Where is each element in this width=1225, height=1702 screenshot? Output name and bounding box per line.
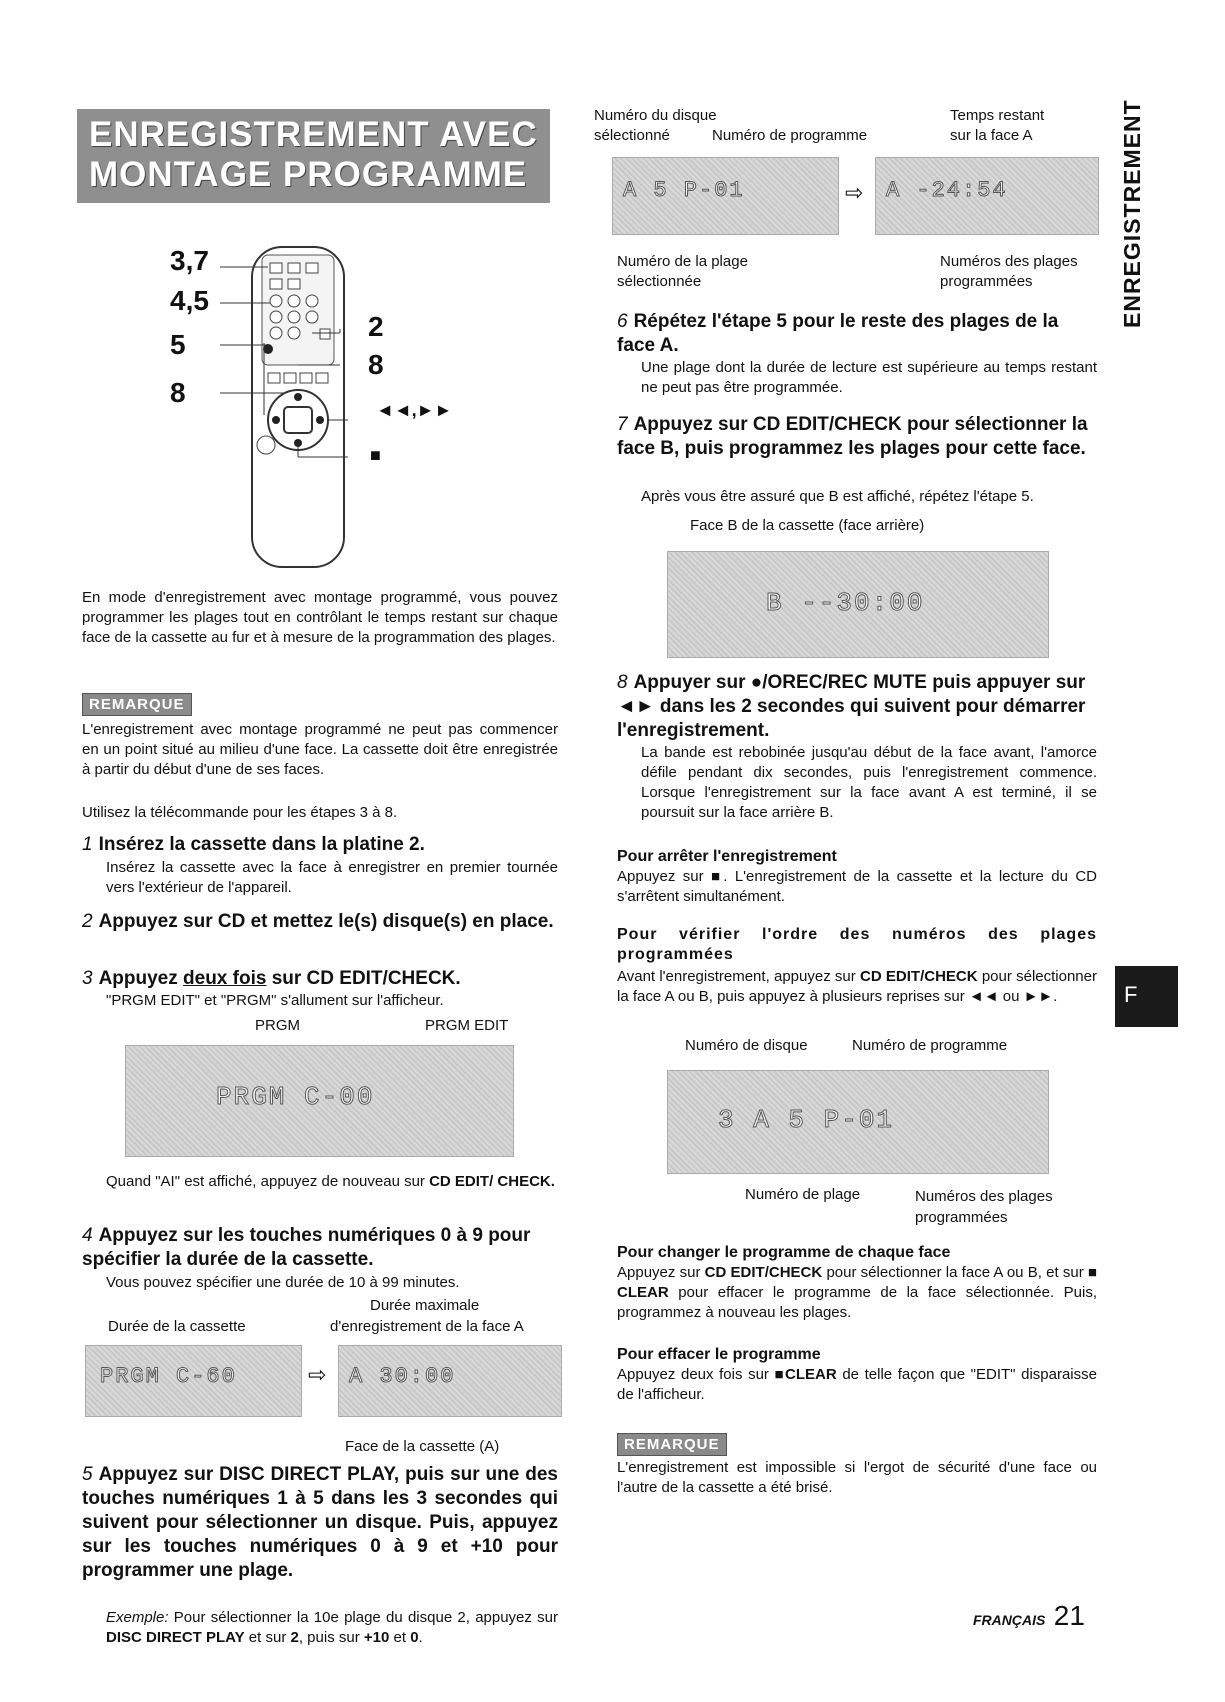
- footer-page-number: 21: [1053, 1600, 1085, 1631]
- step-3-note-a: Quand "AI" est affiché, appuyez de nouveau sur: [106, 1173, 430, 1190]
- step-7-label: Face B de la cassette (face arrière): [690, 517, 925, 534]
- stop-title: Pour arrêter l'enregistrement: [617, 848, 837, 865]
- step-4-label-max-2: d'enregistrement de la face A: [330, 1318, 524, 1335]
- fig-top-label-nums-1: Numéros des plages: [940, 253, 1078, 270]
- step-3-title: [82, 967, 558, 991]
- change-body-d: ■ CLEAR: [617, 1264, 1097, 1301]
- erase-body-a: Appuyez deux fois sur: [617, 1366, 775, 1383]
- remote-label-3-7: 3,7: [170, 245, 209, 276]
- step-8-title: [617, 671, 1097, 743]
- fig-top-label-temps-2: sur la face A: [950, 127, 1033, 144]
- fig-top-lcd-2-text: A -24:54: [886, 178, 1008, 203]
- verify-title: Pour vérifier l'ordre des numéros des plages programmées: [617, 926, 1097, 963]
- step-4-lcd-1: [85, 1345, 302, 1417]
- verify-body: [617, 967, 1097, 1007]
- step-6-body: Une plage dont la durée de lecture est supérieure au temps restant ne peut pas être programmée.: [641, 359, 1097, 396]
- verify-label-nums-1: Numéros des plages: [915, 1188, 1053, 1205]
- step-3-lcd-text: PRGM C-00: [216, 1082, 375, 1112]
- fig-top-label-disque-1: Numéro du disque: [594, 107, 717, 124]
- step-5-example-g: et: [389, 1629, 411, 1646]
- step-3-title-a: Appuyez: [98, 968, 184, 989]
- step-3-title-underline: deux fois: [183, 968, 267, 989]
- remarque-text-2: L'enregistrement est impossible si l'ergot de sécurité d'une face ou l'autre de la cassette a été brisé.: [617, 1459, 1097, 1496]
- fig-top-label-nums-2: programmées: [940, 273, 1033, 290]
- page-title: [77, 109, 550, 203]
- title-line-2: MONTAGE PROGRAMME: [89, 155, 528, 194]
- verify-body-a: Avant l'enregistrement, appuyez sur: [617, 968, 861, 985]
- erase-body: [617, 1365, 1097, 1405]
- step-3-number: 3: [82, 968, 93, 989]
- step-3-label-prgm: PRGM: [255, 1017, 300, 1034]
- step-5-example-f: +10: [363, 1629, 390, 1646]
- step-1-title-text: Insérez la cassette dans la platine 2.: [98, 834, 425, 855]
- step-4-lcd-2-text: A 30:00: [349, 1364, 456, 1389]
- step-3-title-b: sur CD EDIT/CHECK.: [266, 968, 461, 989]
- remote-illustration: [170, 245, 453, 575]
- remarque-badge-2: REMARQUE: [617, 1433, 727, 1456]
- footer-language: FRANÇAIS: [973, 1612, 1046, 1628]
- section-side-tab: [1115, 99, 1145, 333]
- step-5-example-label: Exemple:: [106, 1609, 169, 1626]
- step-7-title: [617, 413, 1097, 461]
- step-7-number: 7: [617, 414, 628, 435]
- step-3-body: "PRGM EDIT" et "PRGM" s'allument sur l'afficheur.: [106, 992, 444, 1009]
- step-1-number: 1: [82, 834, 93, 855]
- step-7-lcd-text: B --30:00: [766, 588, 925, 618]
- language-tab: [1115, 966, 1178, 1027]
- step-4-body: Vous pouvez spécifier une durée de 10 à 99 minutes.: [106, 1274, 460, 1291]
- use-remote-note: Utilisez la télécommande pour les étapes 3 à 8.: [82, 804, 398, 821]
- step-6-number: 6: [617, 311, 628, 332]
- step-8-number: 8: [617, 672, 628, 693]
- step-2-number: 2: [82, 911, 93, 932]
- step-5-example-a: Pour sélectionner la 10e plage du disque 2, appuyez sur: [168, 1609, 558, 1626]
- arrow-right-icon: ⇨: [845, 180, 864, 205]
- change-body-c: pour sélectionner la face A ou B, et sur: [822, 1264, 1088, 1281]
- step-2-title-text: Appuyez sur CD et mettez le(s) disque(s) en place.: [98, 911, 554, 932]
- fig-top-label-programme: Numéro de programme: [712, 127, 868, 144]
- footer: [973, 1600, 1085, 1632]
- step-4-label-max-1: Durée maximale: [370, 1297, 480, 1314]
- verify-lcd-display: [667, 1070, 1049, 1174]
- fig-top-label-disque-2: sélectionné: [594, 127, 670, 144]
- step-5-example-i: .: [418, 1629, 423, 1646]
- step-5-example-e: , puis sur: [298, 1629, 364, 1646]
- stop-body: Appuyez sur ■. L'enregistrement de la cassette et la lecture du CD s'arrêtent simultanément.: [617, 868, 1097, 905]
- erase-body-c: de telle façon que "EDIT" disparaisse de l'afficheur.: [617, 1366, 1097, 1403]
- step-6-title-text: Répétez l'étape 5 pour le reste des plages de la face A.: [617, 311, 1059, 356]
- step-5-example-b: DISC DIRECT PLAY: [106, 1629, 245, 1646]
- step-4-lcd-1-text: PRGM C-60: [100, 1364, 237, 1389]
- step-7-title-text: Appuyez sur CD EDIT/CHECK pour sélectionner la face B, puis programmez les plages pour cette face.: [617, 414, 1088, 459]
- step-4-label-face: Face de la cassette (A): [345, 1438, 500, 1455]
- step-4-lcd-2: [338, 1345, 562, 1417]
- step-3-note-b: CD EDIT/ CHECK.: [429, 1173, 555, 1190]
- remote-label-8-right: 8: [368, 349, 384, 380]
- step-4-title: [82, 1224, 558, 1272]
- step-2-title: [82, 910, 558, 934]
- step-4-number: 4: [82, 1225, 93, 1246]
- title-line-1: ENREGISTREMENT AVEC: [89, 115, 538, 154]
- language-tab-label: F: [1124, 982, 1138, 1007]
- remote-label-8-left: 8: [170, 377, 186, 408]
- change-body: [617, 1263, 1097, 1323]
- intro-paragraph: En mode d'enregistrement avec montage programmé, vous pouvez programmer les plages tout en contrôlant le temps restant sur chaque face de la cassette au fur et à mesure de la programmation des plages.: [82, 589, 558, 646]
- fig-top-lcd-1-text: A 5 P-01: [623, 178, 745, 203]
- step-5-example: [106, 1608, 558, 1648]
- fig-top-lcd-1: [612, 157, 839, 235]
- change-body-b: CD EDIT/CHECK: [704, 1264, 823, 1281]
- step-5-number: 5: [82, 1464, 93, 1485]
- verify-label-nums-2: programmées: [915, 1209, 1008, 1226]
- remote-label-2: 2: [368, 311, 384, 342]
- step-5-title-text: Appuyez sur DISC DIRECT PLAY, puis sur une des touches numériques 1 à 5 dans les 3 secondes qui suivent pour sélectionner un disque. Puis, appuyez sur les touches numériques 0 à 9 et +10 pour programmer une plage.: [82, 1464, 558, 1581]
- fig-top-label-plage-1: Numéro de la plage: [617, 253, 748, 270]
- step-5-example-c: et sur: [244, 1629, 291, 1646]
- remote-label-5: 5: [170, 329, 186, 360]
- verify-body-c: pour sélectionner la face A ou B, puis appuyez à plusieurs reprises sur ◄◄ ou ►►.: [617, 968, 1097, 1005]
- step-6-title: [617, 310, 1097, 358]
- step-3-label-prgm-edit: PRGM EDIT: [425, 1017, 509, 1034]
- step-7-lcd-display: [667, 551, 1049, 658]
- remarque-text-1: L'enregistrement avec montage programmé ne peut pas commencer en un point situé au milieu d'une face. La cassette doit être enregistrée à partir du début d'une de ses faces.: [82, 721, 558, 778]
- step-4-label-duree: Durée de la cassette: [108, 1318, 246, 1335]
- step-3-lcd-display: [125, 1045, 514, 1157]
- side-tab-label: ENREGISTREMENT: [1119, 99, 1145, 328]
- arrow-right-icon: ⇨: [308, 1362, 327, 1387]
- verify-label-programme: Numéro de programme: [852, 1037, 1008, 1054]
- remarque-badge-1: REMARQUE: [82, 693, 192, 716]
- change-body-e: pour effacer le programme de la face sélectionnée. Puis, programmez à nouveau les plages.: [617, 1284, 1097, 1321]
- step-8-body: La bande est rebobinée jusqu'au début de la face avant, l'amorce défile pendant dix secondes, puis l'enregistrement commence. Lorsque l'enregistrement sur la face avant A est terminé, il se poursuit sur la face arrière B.: [641, 744, 1097, 821]
- step-5-title: [82, 1463, 558, 1583]
- verify-lcd-text: 3 A 5 P-01: [718, 1105, 895, 1135]
- verify-label-plage: Numéro de plage: [745, 1186, 861, 1203]
- remote-label-skip: ◄◄,►►: [376, 400, 453, 420]
- step-5-example-d: 2: [290, 1629, 299, 1646]
- change-body-a: Appuyez sur: [617, 1264, 705, 1281]
- erase-title: Pour effacer le programme: [617, 1346, 821, 1363]
- erase-body-b: ■CLEAR: [774, 1366, 837, 1383]
- verify-label-disque: Numéro de disque: [685, 1037, 808, 1054]
- step-1-title: [82, 833, 558, 857]
- fig-top-label-temps-1: Temps restant: [950, 107, 1045, 124]
- remote-label-stop: ■: [370, 445, 381, 465]
- remote-label-4-5: 4,5: [170, 285, 209, 316]
- step-5-example-h: 0: [410, 1629, 419, 1646]
- verify-body-b: CD EDIT/CHECK: [860, 968, 978, 985]
- step-3-note: [106, 1172, 558, 1192]
- step-7-body: Après vous être assuré que B est affiché, répétez l'étape 5.: [641, 488, 1034, 505]
- step-8-title-text: Appuyer sur ●/OREC/REC MUTE puis appuyer sur ◄► dans les 2 secondes qui suivent pour démarrer l'enregistrement.: [617, 672, 1086, 741]
- change-title: Pour changer le programme de chaque face: [617, 1244, 951, 1261]
- fig-top-lcd-2: [875, 157, 1099, 235]
- step-1-body: Insérez la cassette avec la face à enregistrer en premier tournée vers l'extérieur de l'appareil.: [106, 859, 558, 896]
- step-4-title-text: Appuyez sur les touches numériques 0 à 9 pour spécifier la durée de la cassette.: [82, 1225, 531, 1270]
- fig-top-label-plage-2: sélectionnée: [617, 273, 702, 290]
